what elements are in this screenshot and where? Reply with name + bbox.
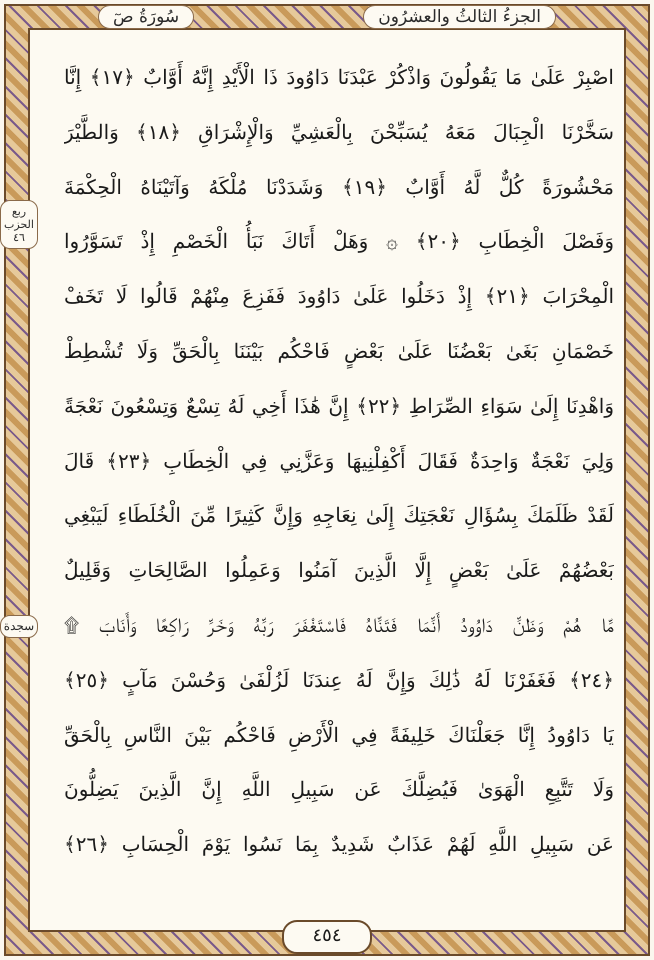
text-line: وَاهْدِنَا إِلَىٰ سَوَاءِ الصِّرَاطِ ﴿٢٢﴾ إِنَّ هَٰذَا أَخِي لَهُ تِسْعٌ وَتِسْعُونَ نَعْجَةً — [64, 393, 614, 418]
text-line: وَفَصْلَ الْخِطَابِ ﴿٢٠﴾ ۞ وَهَلْ أَتَاكَ نَبَأُ الْخَصْمِ إِذْ تَسَوَّرُوا — [64, 229, 614, 254]
text-line: اصْبِرْ عَلَىٰ مَا يَقُولُونَ وَاذْكُرْ عَبْدَنَا دَاوُودَ ذَا الْأَيْدِ إِنَّهُ أَوَّابٌ ﴿١٧﴾ إِنَّا — [64, 65, 614, 89]
text-line: سَخَّرْنَا الْجِبَالَ مَعَهُ يُسَبِّحْنَ بِالْعَشِيِّ وَالْإِشْرَاقِ ﴿١٨﴾ وَالطَّيْرَ — [64, 119, 614, 144]
quran-text — [64, 50, 614, 872]
text-line: خَصْمَانِ بَغَىٰ بَعْضُنَا عَلَىٰ بَعْضٍ فَاحْكُم بَيْنَنَا بِالْحَقِّ وَلَا تُشْطِطْ — [64, 338, 614, 363]
page-number: ٤٥٤ — [282, 920, 372, 954]
text-line: يَا دَاوُودُ إِنَّا جَعَلْنَاكَ خَلِيفَةً فِي الْأَرْضِ فَاحْكُم بَيْنَ النَّاسِ بِالْحَقِّ — [64, 722, 614, 747]
text-line: مَّا هُمْ وَظَنَّ دَاوُودُ أَنَّمَا فَتَنَّاهُ فَاسْتَغْفَرَ رَبَّهُ وَخَرَّ رَاكِعًا وَأَنَابَ ۩ — [64, 612, 614, 637]
text-line: بَعْضُهُمْ عَلَىٰ بَعْضٍ إِلَّا الَّذِينَ آمَنُوا وَعَمِلُوا الصَّالِحَاتِ وَقَلِيلٌ — [64, 558, 614, 583]
text-line: الْمِحْرَابَ ﴿٢١﴾ إِذْ دَخَلُوا عَلَىٰ دَاوُودَ فَفَزِعَ مِنْهُمْ قَالُوا لَا تَخَفْ — [64, 284, 614, 309]
hizb-marker: ربع الحزب ٤٦ — [0, 200, 38, 249]
juz-name: الجزءُ الثالثُ والعشرُون — [363, 5, 556, 29]
text-line: مَحْشُورَةً كُلٌّ لَّهُ أَوَّابٌ ﴿١٩﴾ وَشَدَدْنَا مُلْكَهُ وَآتَيْنَاهُ الْحِكْمَةَ — [64, 174, 614, 199]
surah-name: سُورَةُ صٓ — [98, 5, 194, 29]
text-line: ﴿٢٤﴾ فَغَفَرْنَا لَهُ ذَٰلِكَ وَإِنَّ لَهُ عِندَنَا لَزُلْفَىٰ وَحُسْنَ مَآبٍ ﴿٢٥﴾ — [64, 667, 614, 692]
text-line: لَقَدْ ظَلَمَكَ بِسُؤَالِ نَعْجَتِكَ إِلَىٰ نِعَاجِهِ وَإِنَّ كَثِيرًا مِّنَ الْخُلَطَاءِ لَيَبْغِي — [64, 503, 614, 528]
text-line: عَن سَبِيلِ اللَّهِ لَهُمْ عَذَابٌ شَدِيدٌ بِمَا نَسُوا يَوْمَ الْحِسَابِ ﴿٢٦﴾ — [64, 832, 614, 857]
text-line: وَلَا تَتَّبِعِ الْهَوَىٰ فَيُضِلَّكَ عَن سَبِيلِ اللَّهِ إِنَّ الَّذِينَ يَضِلُّونَ — [64, 777, 614, 802]
page-header — [28, 4, 626, 30]
sajda-marker: سجدة — [0, 615, 38, 638]
text-line: وَلِيَ نَعْجَةٌ وَاحِدَةٌ فَقَالَ أَكْفِلْنِيهَا وَعَزَّنِي فِي الْخِطَابِ ﴿٢٣﴾ قَالَ — [64, 448, 614, 473]
